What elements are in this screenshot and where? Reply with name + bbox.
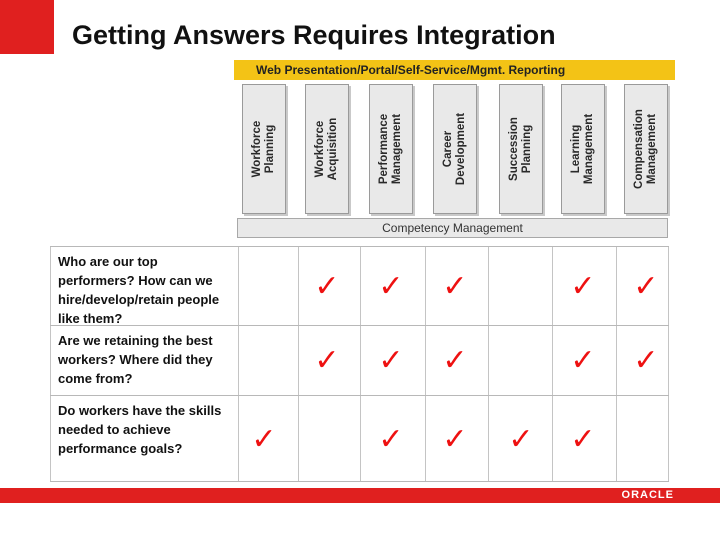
oracle-logo: ORACLE — [621, 489, 674, 501]
grid-column-divider — [668, 246, 669, 482]
check-mark-icon: ✓ — [251, 422, 277, 457]
module-column — [369, 84, 413, 214]
module-column — [242, 84, 286, 214]
slide-title: Getting Answers Requires Integration — [72, 20, 556, 50]
check-mark-icon: ✓ — [570, 343, 596, 378]
check-mark-icon: ✓ — [314, 343, 340, 378]
grid-row-divider — [50, 395, 669, 396]
question-text: Who are our top performers? How can we hire/develop/retain people like them? — [58, 254, 220, 326]
grid-column-divider — [616, 246, 617, 482]
module-label: Workforce Acquisition — [314, 117, 339, 181]
grid-row-divider — [50, 246, 669, 247]
check-mark-icon: ✓ — [378, 269, 404, 304]
grid-column-divider — [360, 246, 361, 482]
check-mark-icon: ✓ — [442, 269, 468, 304]
question-text: Do workers have the skills needed to achieve performance goals? — [58, 403, 222, 456]
question-text: Are we retaining the best workers? Where did they come from? — [58, 333, 213, 386]
check-mark-icon: ✓ — [314, 269, 340, 304]
grid-column-divider — [425, 246, 426, 482]
module-label: Performance Management — [378, 113, 403, 185]
module-label: Compensation Management — [633, 109, 658, 189]
grid-column-divider — [552, 246, 553, 482]
web-presentation-bar: Web Presentation/Portal/Self-Service/Mgmt. Reporting — [234, 60, 675, 80]
check-mark-icon: ✓ — [633, 269, 659, 304]
grid-column-divider — [50, 246, 51, 482]
footer-bar — [0, 488, 720, 503]
module-label: Learning Management — [570, 113, 595, 185]
competency-management-bar: Competency Management — [237, 218, 668, 238]
check-mark-icon: ✓ — [378, 422, 404, 457]
module-label: Succession Planning — [508, 117, 533, 181]
question-check-grid — [50, 246, 669, 482]
check-mark-icon: ✓ — [508, 422, 534, 457]
check-mark-icon: ✓ — [633, 343, 659, 378]
grid-column-divider — [488, 246, 489, 482]
module-column — [433, 84, 477, 214]
grid-column-divider — [298, 246, 299, 482]
check-mark-icon: ✓ — [378, 343, 404, 378]
brand-corner-block — [0, 0, 54, 54]
grid-column-divider — [238, 246, 239, 482]
module-column — [305, 84, 349, 214]
check-mark-icon: ✓ — [442, 422, 468, 457]
grid-row-divider — [50, 481, 669, 482]
check-mark-icon: ✓ — [570, 269, 596, 304]
module-column — [561, 84, 605, 214]
module-label: Workforce Planning — [251, 120, 276, 178]
module-column — [624, 84, 668, 214]
check-mark-icon: ✓ — [442, 343, 468, 378]
module-column — [499, 84, 543, 214]
module-label: Career Development — [442, 112, 467, 186]
check-mark-icon: ✓ — [570, 422, 596, 457]
